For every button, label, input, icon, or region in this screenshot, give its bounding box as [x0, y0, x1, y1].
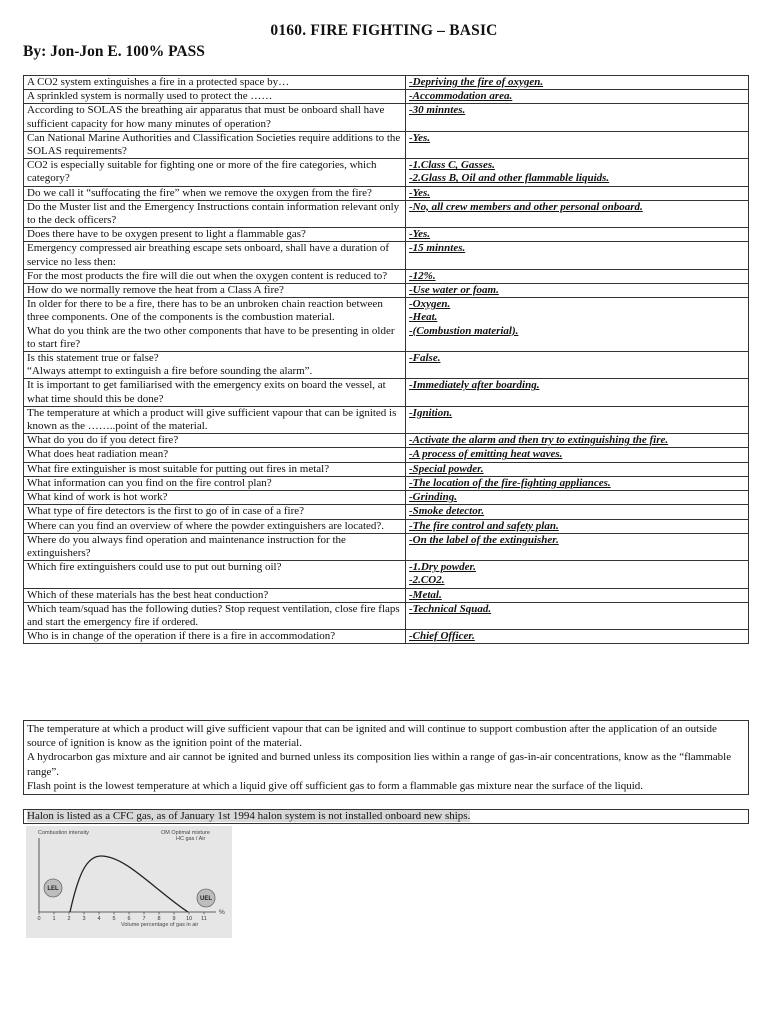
answer-cell [406, 269, 749, 283]
answer-text: -Grinding. [409, 491, 457, 504]
question-text: The temperature at which a product will give sufficient vapour that can be ignited is known as the ……..point of the material. [27, 406, 397, 433]
answer-text: -15 minntes. [409, 242, 466, 255]
flammable-range-diagram [26, 826, 232, 938]
question-cell [24, 104, 406, 131]
answer-cell [406, 228, 749, 242]
qa-table [23, 75, 749, 644]
answer-text: -Oxygen. -Heat. -(Combustion material). [409, 298, 519, 337]
question-text: A CO2 system extinguishes a fire in a protected space by… [27, 76, 290, 88]
answer-cell [406, 533, 749, 560]
uel-label: UEL [200, 896, 212, 902]
answer-cell [406, 131, 749, 158]
question-text: It is important to get familiarised with the emergency exits on board the vessel, at what time should this be done? [27, 379, 386, 405]
qa-row [24, 284, 749, 298]
qa-row [24, 602, 749, 629]
x-tick-label: 6 [127, 916, 131, 922]
question-cell [24, 131, 406, 158]
answer-cell [406, 284, 749, 298]
qa-row [24, 491, 749, 505]
answer-text: -Technical Squad. [409, 602, 492, 615]
question-cell [24, 379, 406, 406]
question-cell [24, 476, 406, 490]
answer-text: -1.Class C, Gasses. -2.Glass B, Oil and other flammable liquids. [409, 159, 610, 185]
qa-row [24, 200, 749, 227]
answer-cell [406, 519, 749, 533]
answer-cell [406, 505, 749, 519]
om-sublabel: HC gas / Air [176, 836, 206, 842]
y-axis-label: Combustion intensity [38, 830, 90, 836]
halon-note [23, 809, 749, 824]
qa-row [24, 505, 749, 519]
x-tick-label: 4 [97, 916, 101, 922]
question-cell [24, 200, 406, 227]
answer-cell [406, 630, 749, 644]
question-text: What information can you find on the fire control plan? [27, 476, 272, 489]
question-cell [24, 491, 406, 505]
answer-text: -Activate the alarm and then try to extinguishing the fire. [409, 434, 669, 447]
answer-text: -Depriving the fire of oxygen. [409, 76, 544, 88]
answer-text: -Accommodation area. [409, 90, 513, 103]
question-cell [24, 434, 406, 448]
answer-text: -Yes. [409, 131, 431, 144]
answer-cell [406, 602, 749, 629]
answer-cell [406, 448, 749, 462]
question-text: Do the Muster list and the Emergency Instructions contain information relevant only to the deck officers? [27, 200, 400, 227]
answer-text: -Immediately after boarding. [409, 379, 540, 392]
answer-cell [406, 200, 749, 227]
question-cell [24, 186, 406, 200]
qa-row [24, 298, 749, 352]
qa-row [24, 242, 749, 269]
question-text: A sprinkled system is normally used to protect the …… [27, 90, 273, 103]
qa-row [24, 406, 749, 433]
question-text: What do you do if you detect fire? [27, 434, 179, 447]
question-text: Which of these materials has the best heat conduction? [27, 588, 269, 601]
question-text: What kind of work is hot work? [27, 491, 168, 504]
question-cell [24, 352, 406, 379]
qa-row [24, 519, 749, 533]
answer-text: -The location of the fire-fighting appliances. [409, 476, 611, 489]
answer-cell [406, 90, 749, 104]
answer-text: -12%. [409, 269, 436, 282]
author-line: By: Jon-Jon E. 100% PASS [23, 43, 205, 60]
x-tick-label: 7 [142, 916, 146, 922]
qa-row [24, 462, 749, 476]
question-cell [24, 406, 406, 433]
answer-cell [406, 379, 749, 406]
answer-text: -Metal. [409, 588, 442, 601]
question-text: Which team/squad has the following duties? Stop request ventilation, close fire flaps and start the emergency fire if ordered. [27, 602, 400, 628]
qa-row [24, 159, 749, 186]
qa-row [24, 533, 749, 560]
question-cell [24, 228, 406, 242]
x-tick-label: 9 [172, 916, 176, 922]
question-text: Where can you find an overview of where the powder extinguishers are located?. [27, 519, 385, 532]
answer-text: -Yes. [409, 186, 431, 199]
answer-cell [406, 561, 749, 588]
question-cell [24, 76, 406, 90]
answer-cell [406, 588, 749, 602]
note-flash-point: Flash point is the lowest temperature at which a liquid give off sufficient gas to form a flammable gas mixture near the surface of the liquid. [27, 779, 644, 792]
answer-cell [406, 476, 749, 490]
answer-text: -Chief Officer. [409, 630, 475, 643]
question-text: What fire extinguisher is most suitable for putting out fires in metal? [27, 462, 330, 475]
qa-row [24, 104, 749, 131]
answer-cell [406, 159, 749, 186]
question-text: Who is in change of the operation if there is a fire in accommodation? [27, 630, 336, 643]
qa-row [24, 476, 749, 490]
answer-cell [406, 434, 749, 448]
answer-text: -Ignition. [409, 406, 453, 419]
answer-text: -Yes. [409, 228, 431, 241]
question-cell [24, 448, 406, 462]
lel-label: LEL [47, 886, 59, 892]
question-text: What does heat radiation mean? [27, 448, 169, 461]
answer-text: -Special powder. [409, 462, 484, 475]
note-flammable-range: A hydrocarbon gas mixture and air cannot be ignited and burned unless its composition lies within a range of gas-in-air concentrations, know as the “flammable range”. [27, 751, 732, 778]
answer-cell [406, 352, 749, 379]
x-tick-label: 1 [52, 916, 56, 922]
question-cell [24, 298, 406, 352]
question-text: Is this statement true or false? “Always attempt to extinguish a fire before sounding the alarm”. [27, 352, 313, 378]
answer-cell [406, 186, 749, 200]
question-text: Where do you always find operation and maintenance instruction for the extinguishers? [27, 533, 346, 559]
question-cell [24, 269, 406, 283]
qa-row [24, 352, 749, 379]
om-label: OM Optimal mixture [161, 830, 210, 836]
x-tick-label: 8 [157, 916, 161, 922]
qa-row [24, 90, 749, 104]
qa-row [24, 434, 749, 448]
question-text: Which fire extinguishers could use to put out burning oil? [27, 561, 282, 574]
answer-text: -A process of emitting heat waves. [409, 448, 563, 461]
qa-row [24, 630, 749, 644]
qa-row [24, 561, 749, 588]
x-axis-label: Volume percentage of gas in air [121, 922, 199, 928]
answer-text: -30 minntes. [409, 104, 466, 117]
qa-row [24, 76, 749, 90]
question-cell [24, 588, 406, 602]
answer-text: -No, all crew members and other personal onboard. [409, 200, 643, 213]
qa-row [24, 131, 749, 158]
x-tick-label: 11 [201, 916, 207, 922]
answer-cell [406, 242, 749, 269]
question-cell [24, 505, 406, 519]
answer-text: -1.Dry powder. -2.CO2. [409, 561, 476, 587]
question-text: Can National Marine Authorities and Classification Societies require additions to the SOLAS requirements? [27, 131, 401, 158]
answer-cell [406, 298, 749, 352]
x-tick-label: 0 [37, 916, 41, 922]
qa-row [24, 588, 749, 602]
qa-row [24, 379, 749, 406]
answer-text: -Use water or foam. [409, 284, 499, 297]
x-tick-label: 10 [185, 916, 193, 922]
question-text: Do we call it “suffocating the fire” when we remove the oxygen from the fire? [27, 186, 372, 199]
question-text: What type of fire detectors is the first to go of in case of a fire? [27, 505, 305, 518]
question-cell [24, 242, 406, 269]
combustion-curve [70, 856, 188, 912]
note-ignition: The temperature at which a product will give sufficient vapour that can be ignited and will continue to support combustion after the application of an outside source of ignition is know as the ignition point of the material. [27, 723, 717, 750]
answer-cell [406, 462, 749, 476]
answer-cell [406, 104, 749, 131]
question-cell [24, 519, 406, 533]
x-tick-label: 2 [67, 916, 71, 922]
answer-text: -On the label of the extinguisher. [409, 533, 559, 546]
answer-cell [406, 76, 749, 90]
qa-row [24, 186, 749, 200]
question-cell [24, 284, 406, 298]
x-tick-label: 3 [82, 916, 86, 922]
question-text: For the most products the fire will die out when the oxygen content is reduced to? [27, 269, 388, 282]
answer-cell [406, 406, 749, 433]
question-text: Does there have to be oxygen present to light a flammable gas? [27, 228, 306, 241]
notes-box [23, 720, 749, 795]
question-text: CO2 is especially suitable for fighting one or more of the fire categories, which category? [27, 159, 377, 185]
percent-label: % [219, 909, 225, 916]
qa-row [24, 228, 749, 242]
question-cell [24, 602, 406, 629]
page-title: 0160. FIRE FIGHTING – BASIC [270, 22, 498, 39]
x-tick-labels [37, 912, 206, 922]
question-text: Emergency compressed air breathing escape sets onboard, shall have a duration of service no less then: [27, 242, 390, 268]
question-text: How do we normally remove the heat from a Class A fire? [27, 284, 284, 297]
answer-cell [406, 491, 749, 505]
question-cell [24, 630, 406, 644]
question-text: In older for there to be a fire, there has to be an unbroken chain reaction between three components. One of the components is the combustion material. What do you think are the two other components that have to be presenting in older to start fire? [27, 298, 395, 350]
x-tick-label: 5 [112, 916, 116, 922]
question-cell [24, 533, 406, 560]
answer-text: -False. [409, 352, 441, 365]
answer-text: -The fire control and safety plan. [409, 519, 559, 532]
question-cell [24, 462, 406, 476]
question-text: According to SOLAS the breathing air apparatus that must be onboard shall have sufficient capacity for how many minutes of operation? [27, 104, 385, 130]
question-cell [24, 159, 406, 186]
question-cell [24, 90, 406, 104]
qa-row [24, 269, 749, 283]
qa-row [24, 448, 749, 462]
question-cell [24, 561, 406, 588]
answer-text: -Smoke detector. [409, 505, 485, 518]
halon-text: Halon is listed as a CFC gas, as of January 1st 1994 halon system is not installed onboard new ships. [27, 810, 471, 822]
